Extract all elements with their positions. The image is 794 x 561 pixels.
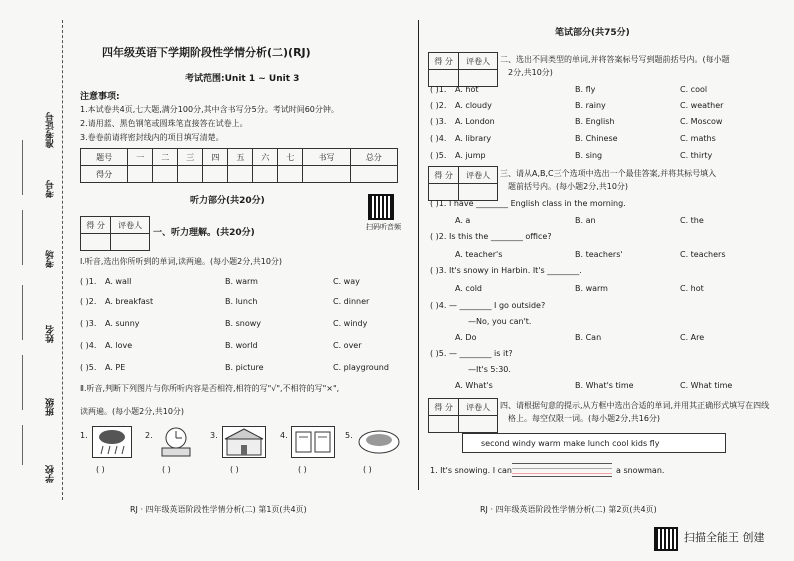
answer-blank[interactable]: ( ) [230,465,239,474]
notes-title: 注意事项: [80,92,120,102]
page-footer-left: RJ · 四年级英语阶段性学情分析(二) 第1页(共4页) [130,505,307,514]
option-b: B. sing [575,151,603,160]
grader-score-label: 得 分 [429,53,459,70]
answer-blank[interactable]: ( ) [162,465,171,474]
word-bank: second windy warm make lunch cool kids fly [481,439,660,448]
part-2-instruction-1: Ⅱ.听音,判断下列图片与你所听内容是否相符,相符的写"√",不相符的写"×", [80,384,340,393]
listening-header: 听力部分(共20分) [190,196,265,206]
qr-code-icon[interactable] [368,194,394,220]
score-cell: 三 [178,149,203,166]
item-number[interactable]: ( )4. [80,341,97,350]
section-3-title: 三、请从A,B,C三个选项中选出一个最佳答案,并将其标号填入 [500,169,717,178]
option-b: B. world [225,341,258,350]
question-reply: —It's 5:30. [468,365,511,374]
side-label-room: 考场 [46,250,56,268]
grader-input[interactable] [459,70,498,87]
option-b: B. an [575,216,596,225]
qr-caption: 扫码听音频 [366,223,401,231]
grader-box [428,398,498,433]
grader-reviewer-label: 评卷人 [459,167,498,184]
option-a: A. jump [455,151,486,160]
option-c: C. playground [333,363,389,372]
score-cell: 七 [278,149,303,166]
score-input[interactable] [128,166,153,183]
question-reply: —No, you can't. [468,317,532,326]
option-c: C. thirty [680,151,713,160]
option-c: C. weather [680,101,724,110]
option-a: A. breakfast [105,297,154,306]
answer-blank[interactable]: ( ) [96,465,105,474]
item-number[interactable]: ( )4. [430,134,447,143]
question-text: ( )4. — ________ I go outside? [430,301,546,310]
option-b: B. snowy [225,319,261,328]
picture-number: 2. [145,431,153,440]
side-label-exam-id: 准考证号 [46,112,56,148]
score-input[interactable] [153,166,178,183]
option-b: B. Chinese [575,134,618,143]
note-2: 2.请用蓝、黑色钢笔或圆珠笔直接答在试卷上。 [80,119,248,128]
section-2-title-cont: 2分,共10分) [508,68,553,77]
score-input[interactable] [228,166,253,183]
part-2-instruction-2: 读两遍。(每小题2分,共10分) [80,407,185,416]
school-scene-icon [222,426,266,458]
side-label-class: 班级 [46,398,56,416]
question-text: ( )2. Is this the ________ office? [430,232,552,241]
option-a: A. a [455,216,471,225]
score-cell: 总分 [350,149,397,166]
option-b: B. lunch [225,297,258,306]
option-c: C. maths [680,134,716,143]
item-number[interactable]: ( )5. [430,151,447,160]
option-a: A. teacher's [455,250,503,259]
grader-input[interactable] [111,234,150,251]
option-b: B. rainy [575,101,606,110]
option-c: C. over [333,341,362,350]
section-4-title-cont: 格上。每空仅限一词。(每小题2分,共16分) [508,414,661,423]
option-c: C. Moscow [680,117,723,126]
exam-scope: 考试范围:Unit 1 ~ Unit 3 [185,74,300,84]
score-cell: 六 [253,149,278,166]
option-a: A. love [105,341,133,350]
option-a: A. PE [105,363,126,372]
option-b: B. English [575,117,615,126]
grader-input[interactable] [429,70,459,87]
score-cell: 得分 [81,166,128,183]
option-b: B. fly [575,85,596,94]
option-a: A. sunny [105,319,140,328]
grader-input[interactable] [429,184,459,201]
question-text: ( )3. It's snowy in Harbin. It's ________. [430,266,582,275]
answer-blank[interactable]: ( ) [363,465,372,474]
section-1-title: 一、听力理解。(共20分) [153,228,255,238]
picture-number: 3. [210,431,218,440]
grader-box [428,166,498,201]
question-text: ( )5. — ________ is it? [430,349,513,358]
option-a: A. What's [455,381,493,390]
option-c: C. way [333,277,360,286]
option-c: C. windy [333,319,368,328]
part-1-instruction: Ⅰ.听音,选出你所听到的单词,读两遍。(每小题2分,共10分) [80,257,283,266]
item-number[interactable]: ( )3. [430,117,447,126]
option-a: A. wall [105,277,132,286]
score-input[interactable] [278,166,303,183]
item-number[interactable]: ( )5. [80,363,97,372]
option-c: C. cool [680,85,708,94]
side-label-name: 姓名 [46,325,56,343]
score-input[interactable] [303,166,350,183]
score-input[interactable] [178,166,203,183]
score-cell: 五 [228,149,253,166]
picture-number: 5. [345,431,353,440]
grader-score-label: 得 分 [81,217,111,234]
grader-input[interactable] [429,416,459,433]
option-a: A. cold [455,284,483,293]
grader-input[interactable] [459,184,498,201]
note-3: 3.卷卷前请将密封线内的项目填写清楚。 [80,133,224,142]
option-b: B. warm [225,277,258,286]
blank-line [22,140,23,195]
grader-reviewer-label: 评卷人 [459,53,498,70]
clock-icon [156,426,196,458]
option-c: C. dinner [333,297,370,306]
option-a: A. London [455,117,495,126]
option-b: B. Can [575,333,602,342]
question-text: ( )1. I have ________ English class in the morning. [430,199,626,208]
score-cell: 四 [203,149,228,166]
written-header: 笔试部分(共75分) [555,28,630,38]
page-title: 四年级英语下学期阶段性学情分析(二)(RJ) [102,46,311,59]
seal-line [62,20,63,500]
question-4-1-end: a snowman. [616,466,665,475]
scanner-watermark: 扫描全能王 创建 [684,531,765,544]
grader-box [428,52,498,87]
grader-score-label: 得 分 [429,399,459,416]
option-b: B. teachers' [575,250,623,259]
note-1: 1.本试卷共4页,七大题,满分100分,其中含书写分5分。考试时间60分钟。 [80,105,339,114]
item-number[interactable]: ( )1. [430,85,447,94]
grader-score-label: 得 分 [429,167,459,184]
page-footer-right: RJ · 四年级英语阶段性学情分析(二) 第2页(共4页) [480,505,657,514]
option-a: A. Do [455,333,477,342]
side-label-number: 考号 [46,180,56,198]
answer-blank[interactable]: ( ) [298,465,307,474]
books-icon [291,426,335,458]
option-c: C. What time [680,381,733,390]
rain-cloud-icon [92,426,132,458]
page-divider [418,20,419,490]
food-bowl-icon [357,426,401,458]
blank-line [22,210,23,265]
grader-input[interactable] [81,234,111,251]
four-line-blank[interactable] [512,463,612,477]
section-3-title-cont: 题前括号内。(每小题2分,共10分) [508,182,629,191]
score-input[interactable] [253,166,278,183]
item-number[interactable]: ( )2. [430,101,447,110]
item-number[interactable]: ( )1. [80,277,97,286]
scanner-logo-icon [654,527,678,551]
score-input[interactable] [350,166,397,183]
blank-line [22,285,23,340]
score-cell: 一 [128,149,153,166]
picture-number: 4. [280,431,288,440]
item-number[interactable]: ( )2. [80,297,97,306]
score-cell: 二 [153,149,178,166]
option-c: C. Are [680,333,705,342]
option-b: B. What's time [575,381,634,390]
section-2-title: 二、选出不同类型的单词,并将答案标号写到题前括号内。(每小题 [500,55,730,64]
option-c: C. teachers [680,250,726,259]
option-a: A. cloudy [455,101,492,110]
grader-input[interactable] [459,416,498,433]
blank-line [22,425,23,465]
option-c: C. hot [680,284,704,293]
section-4-title: 四、请根据句意的提示,从方框中选出合适的单词,并用其正确形式填写在四线 [500,401,770,410]
option-b: B. picture [225,363,264,372]
option-a: A. hot [455,85,479,94]
option-c: C. the [680,216,704,225]
option-a: A. library [455,134,492,143]
score-table [80,148,398,183]
grader-box [80,216,150,251]
score-input[interactable] [203,166,228,183]
option-b: B. warm [575,284,608,293]
question-4-1-start: 1. It's snowing. I can [430,466,512,475]
grader-reviewer-label: 评卷人 [459,399,498,416]
side-label-school: 学校 [46,465,56,483]
picture-number: 1. [80,431,88,440]
item-number[interactable]: ( )3. [80,319,97,328]
word-bank-box [462,433,726,453]
grader-reviewer-label: 评卷人 [111,217,150,234]
score-cell: 书写 [303,149,350,166]
blank-line [22,355,23,410]
score-cell: 题号 [81,149,128,166]
